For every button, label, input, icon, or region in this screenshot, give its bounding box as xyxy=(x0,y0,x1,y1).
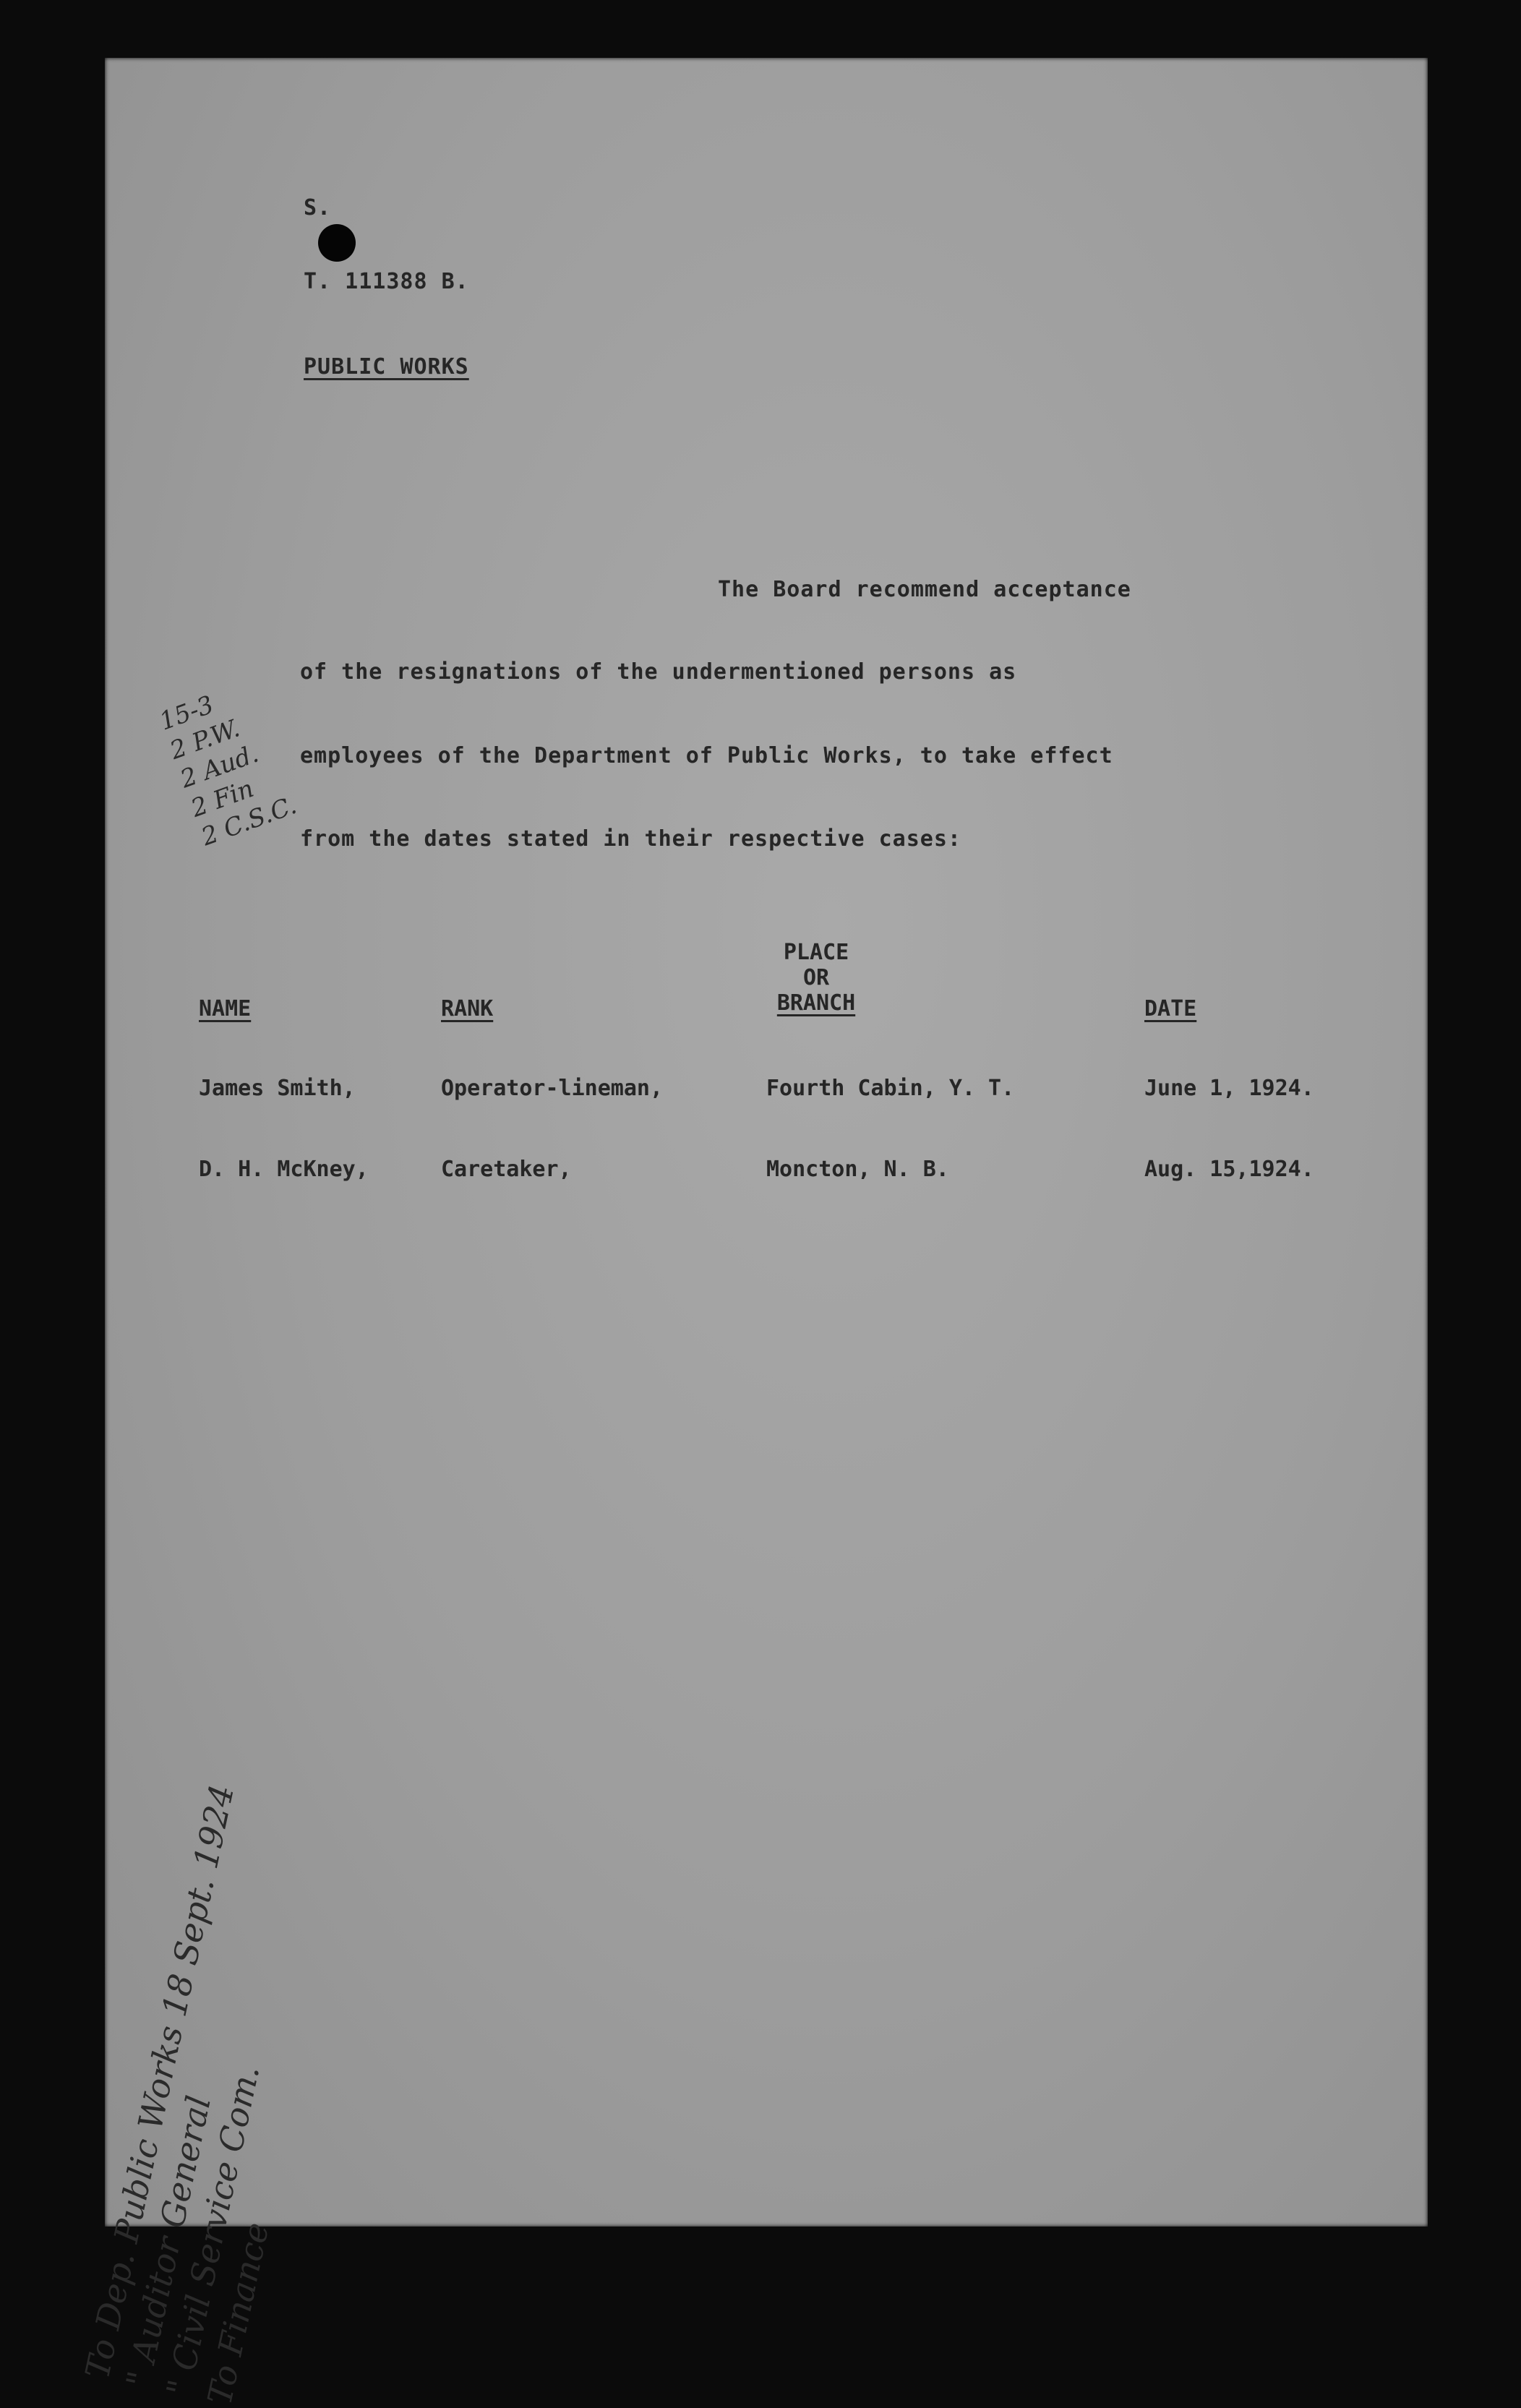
file-number: T. 111388 B. xyxy=(304,269,469,294)
document-code: S. xyxy=(304,195,332,220)
cell-date: June 1, 1924. xyxy=(1144,1076,1314,1101)
handwritten-distribution-note: To Dep. Public Works 18 Sept. 1924 " Auditor General " Civil Service Com. To Finance xyxy=(77,1781,276,2408)
column-header-date: DATE xyxy=(1144,996,1197,1021)
body-line-3: employees of the Department of Public Works, to take effect xyxy=(300,743,1113,768)
cell-rank: Caretaker, xyxy=(441,1157,572,1182)
punch-hole xyxy=(318,224,356,262)
column-header-rank: RANK xyxy=(441,996,494,1021)
body-line-4: from the dates stated in their respective cases: xyxy=(300,826,961,852)
cell-date: Aug. 15,1924. xyxy=(1144,1157,1314,1182)
document-sheet xyxy=(77,58,1428,2408)
column-header-place: PLACE OR BRANCH xyxy=(776,940,856,1016)
cell-name: James Smith, xyxy=(199,1076,356,1101)
department-heading: PUBLIC WORKS xyxy=(304,354,469,380)
body-line-2: of the resignations of the undermentioned persons as xyxy=(300,659,1017,685)
cell-name: D. H. McKney, xyxy=(199,1157,369,1182)
cell-place: Fourth Cabin, Y. T. xyxy=(766,1076,1015,1101)
cell-place: Moncton, N. B. xyxy=(766,1157,949,1182)
column-header-name: NAME xyxy=(199,996,252,1021)
body-line-1: The Board recommend acceptance xyxy=(718,577,1131,602)
handwritten-margin-note: 15-3 2 P.W. 2 Aud. 2 Fin 2 C.S.C. xyxy=(155,690,301,852)
cell-rank: Operator-lineman, xyxy=(441,1076,664,1101)
